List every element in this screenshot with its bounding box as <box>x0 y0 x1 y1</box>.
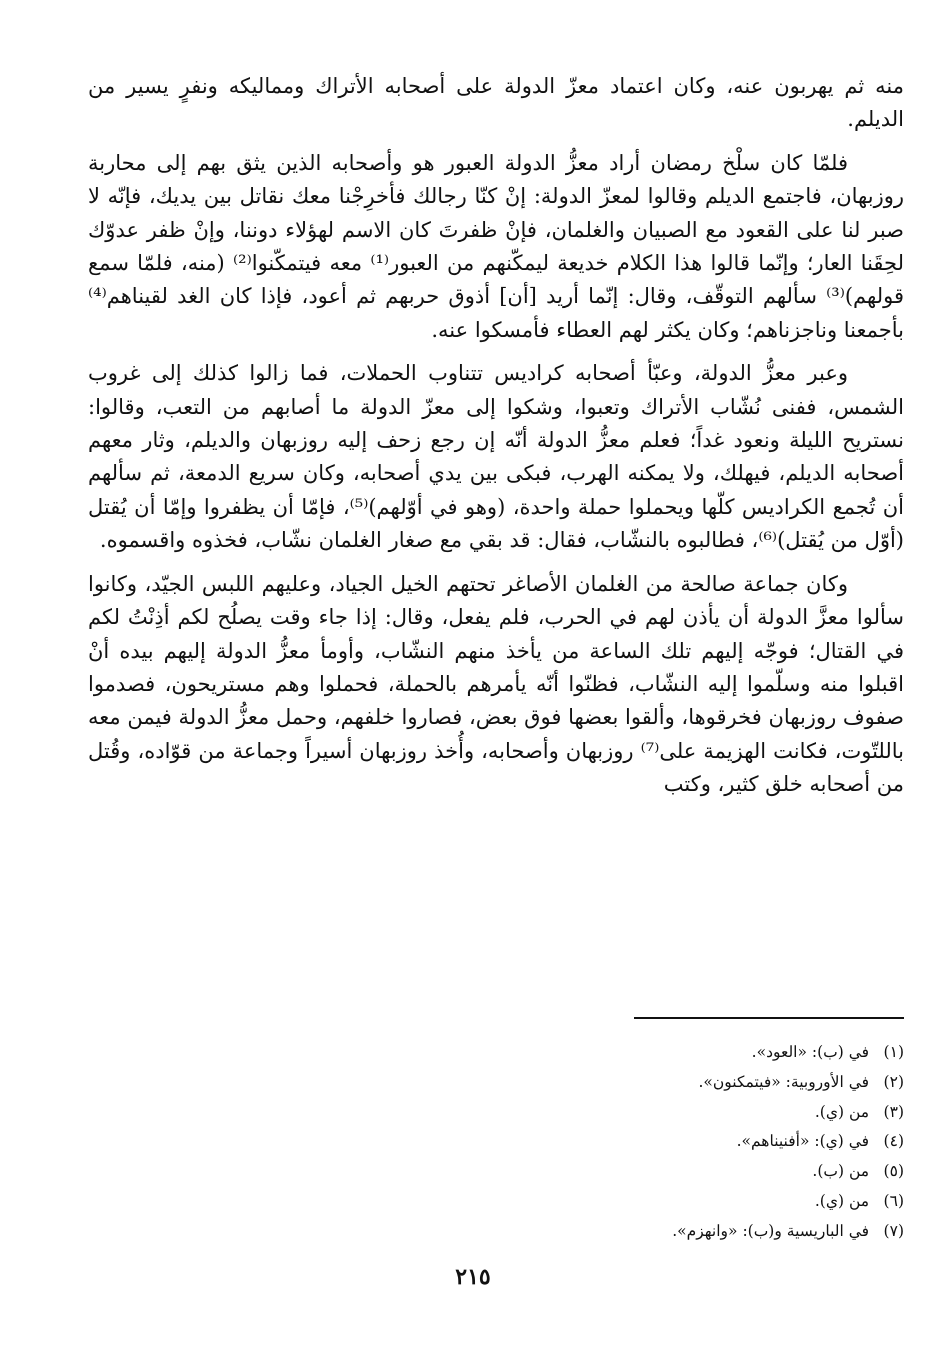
footnote-1 <box>304 1038 904 1068</box>
footnote-separator <box>634 1017 904 1019</box>
body-paragraph-1: منه ثم يهربون عنه، وكان اعتماد معزّ الدولة على أصحابه الأتراك ومماليكه ونفرٍ يسير من الديلم. <box>88 74 904 132</box>
footnote-number: (٤) <box>883 1132 904 1151</box>
footnote-text: من (ي). <box>814 1102 870 1121</box>
footnote-text: في الأوروبية: «فيتمكنون». <box>698 1072 870 1091</box>
footnote-6 <box>304 1187 904 1217</box>
footnote-number: (٢) <box>883 1072 904 1091</box>
footnote-number: (٣) <box>883 1102 904 1121</box>
footnote-text: من (ب). <box>812 1162 870 1181</box>
page-number: ٢١٥ <box>455 1264 491 1290</box>
footnote-text: في (ي): «أفنيناهم». <box>736 1132 870 1151</box>
footnote-number: (١) <box>883 1043 904 1061</box>
footnote-text: من (ي). <box>814 1191 870 1210</box>
footnote-text: في (ب): «العود». <box>751 1043 870 1061</box>
footnote-5 <box>304 1157 904 1187</box>
footnote-3 <box>304 1098 904 1128</box>
footnote-7 <box>304 1217 904 1247</box>
footnotes-list <box>304 1038 904 1247</box>
page-content <box>88 70 904 802</box>
footnote-number: (٦) <box>883 1191 904 1210</box>
body-paragraph-3: وعبر معزُّ الدولة، وعبّأ أصحابه كراديس تتناوب الحملات، فما زالوا كذلك إلى غروب الشمس، ففنى نُشّاب الأتراك وتعبوا، وشكوا إلى معزّ الدولة ما أصابهم من التعب، وقالوا: نستريح الليلة ونعود غداً؛ فعلم معزُّ الدولة أنّه إن رجع زحف إليه روزبهان والديلم، وثار معهم أصحابه الديلم، فيهلك، ولا يمكنه الهرب، فبكى بين يدي أصحابه، وكان سريع الدمعة، ثم سألهم أن تُجمع الكراديس كلّها ويحملوا حملة واحدة، (وهو في أوّلهم)⁽⁵⁾، فإمّا أن يظفروا وإمّا أن يُقتل (أوّل من يُقتل)⁽⁶⁾، فطالبوه بالنشّاب، فقال: قد بقي مع صغار الغلمان نشّاب، فخذوه واقسموه. <box>88 361 905 553</box>
footnote-number: (٧) <box>883 1221 904 1240</box>
footnote-4 <box>304 1127 904 1157</box>
body-paragraph-4: وكان جماعة صالحة من الغلمان الأصاغر تحتهم الخيل الجياد، وعليهم اللبس الجيّد، وكانوا سألوا معزَّ الدولة أن يأذن لهم في الحرب، فلم يفعل، وقال: إذا جاء وقت يصلُح لكم أذِنْتُ لكم في القتال؛ فوجّه إليهم تلك الساعة من يأخذ منهم النشّاب، وأومأ معزُّ الدولة إليهم بيده أنْ اقبلوا منه وسلّموا إليه النشّاب، فظنّوا أنّه يأمرهم بالحملة، فحملوا وهم مستريحون، فصدموا صفوف روزبهان فخرقوها، وألقوا بعضها فوق بعض، فصاروا خلفهم، وحمل معزُّ الدولة فيمن معه باللتّوت، فكانت الهزيمة على⁽⁷⁾ روزبهان وأصحابه، وأُخذ روزبهان أسيراً وجماعة من قوّاده، وقُتل من أصحابه خلق كثير، وكتب <box>88 571 904 797</box>
footnote-text: في الباريسية و(ب): «وانهزم». <box>672 1221 870 1240</box>
footnote-2 <box>304 1068 904 1098</box>
footnote-number: (٥) <box>883 1162 904 1181</box>
body-paragraph-2: فلمّا كان سلْخ رمضان أراد معزُّ الدولة العبور هو وأصحابه الذين يثق بهم إلى محاربة روزبهان، فاجتمع الديلم وقالوا لمعزّ الدولة: إنْ كنّا رجالك فأخرِجْنا معك نقاتل بين يديك، فإنّه لا صبر لنا على القعود مع الصبيان والغلمان، فإنْ ظفرتَ كان الاسم لهؤلاء دوننا، وإنْ ظفر عدوّك لحِقَنا العار؛ وإنّما قالوا هذا الكلام خديعة ليمكّنهم من العبور⁽¹⁾ معه فيتمكّنوا⁽²⁾ (منه، فلمّا سمع قولهم)⁽³⁾ سألهم التوقّف، وقال: إنّما أريد [أن] أذوق حربهم ثم أعود، فإذا كان الغد لقيناهم⁽⁴⁾ بأجمعنا وناجزناهم؛ وكان يكثر لهم العطاء فأمسكوا عنه. <box>88 150 904 342</box>
